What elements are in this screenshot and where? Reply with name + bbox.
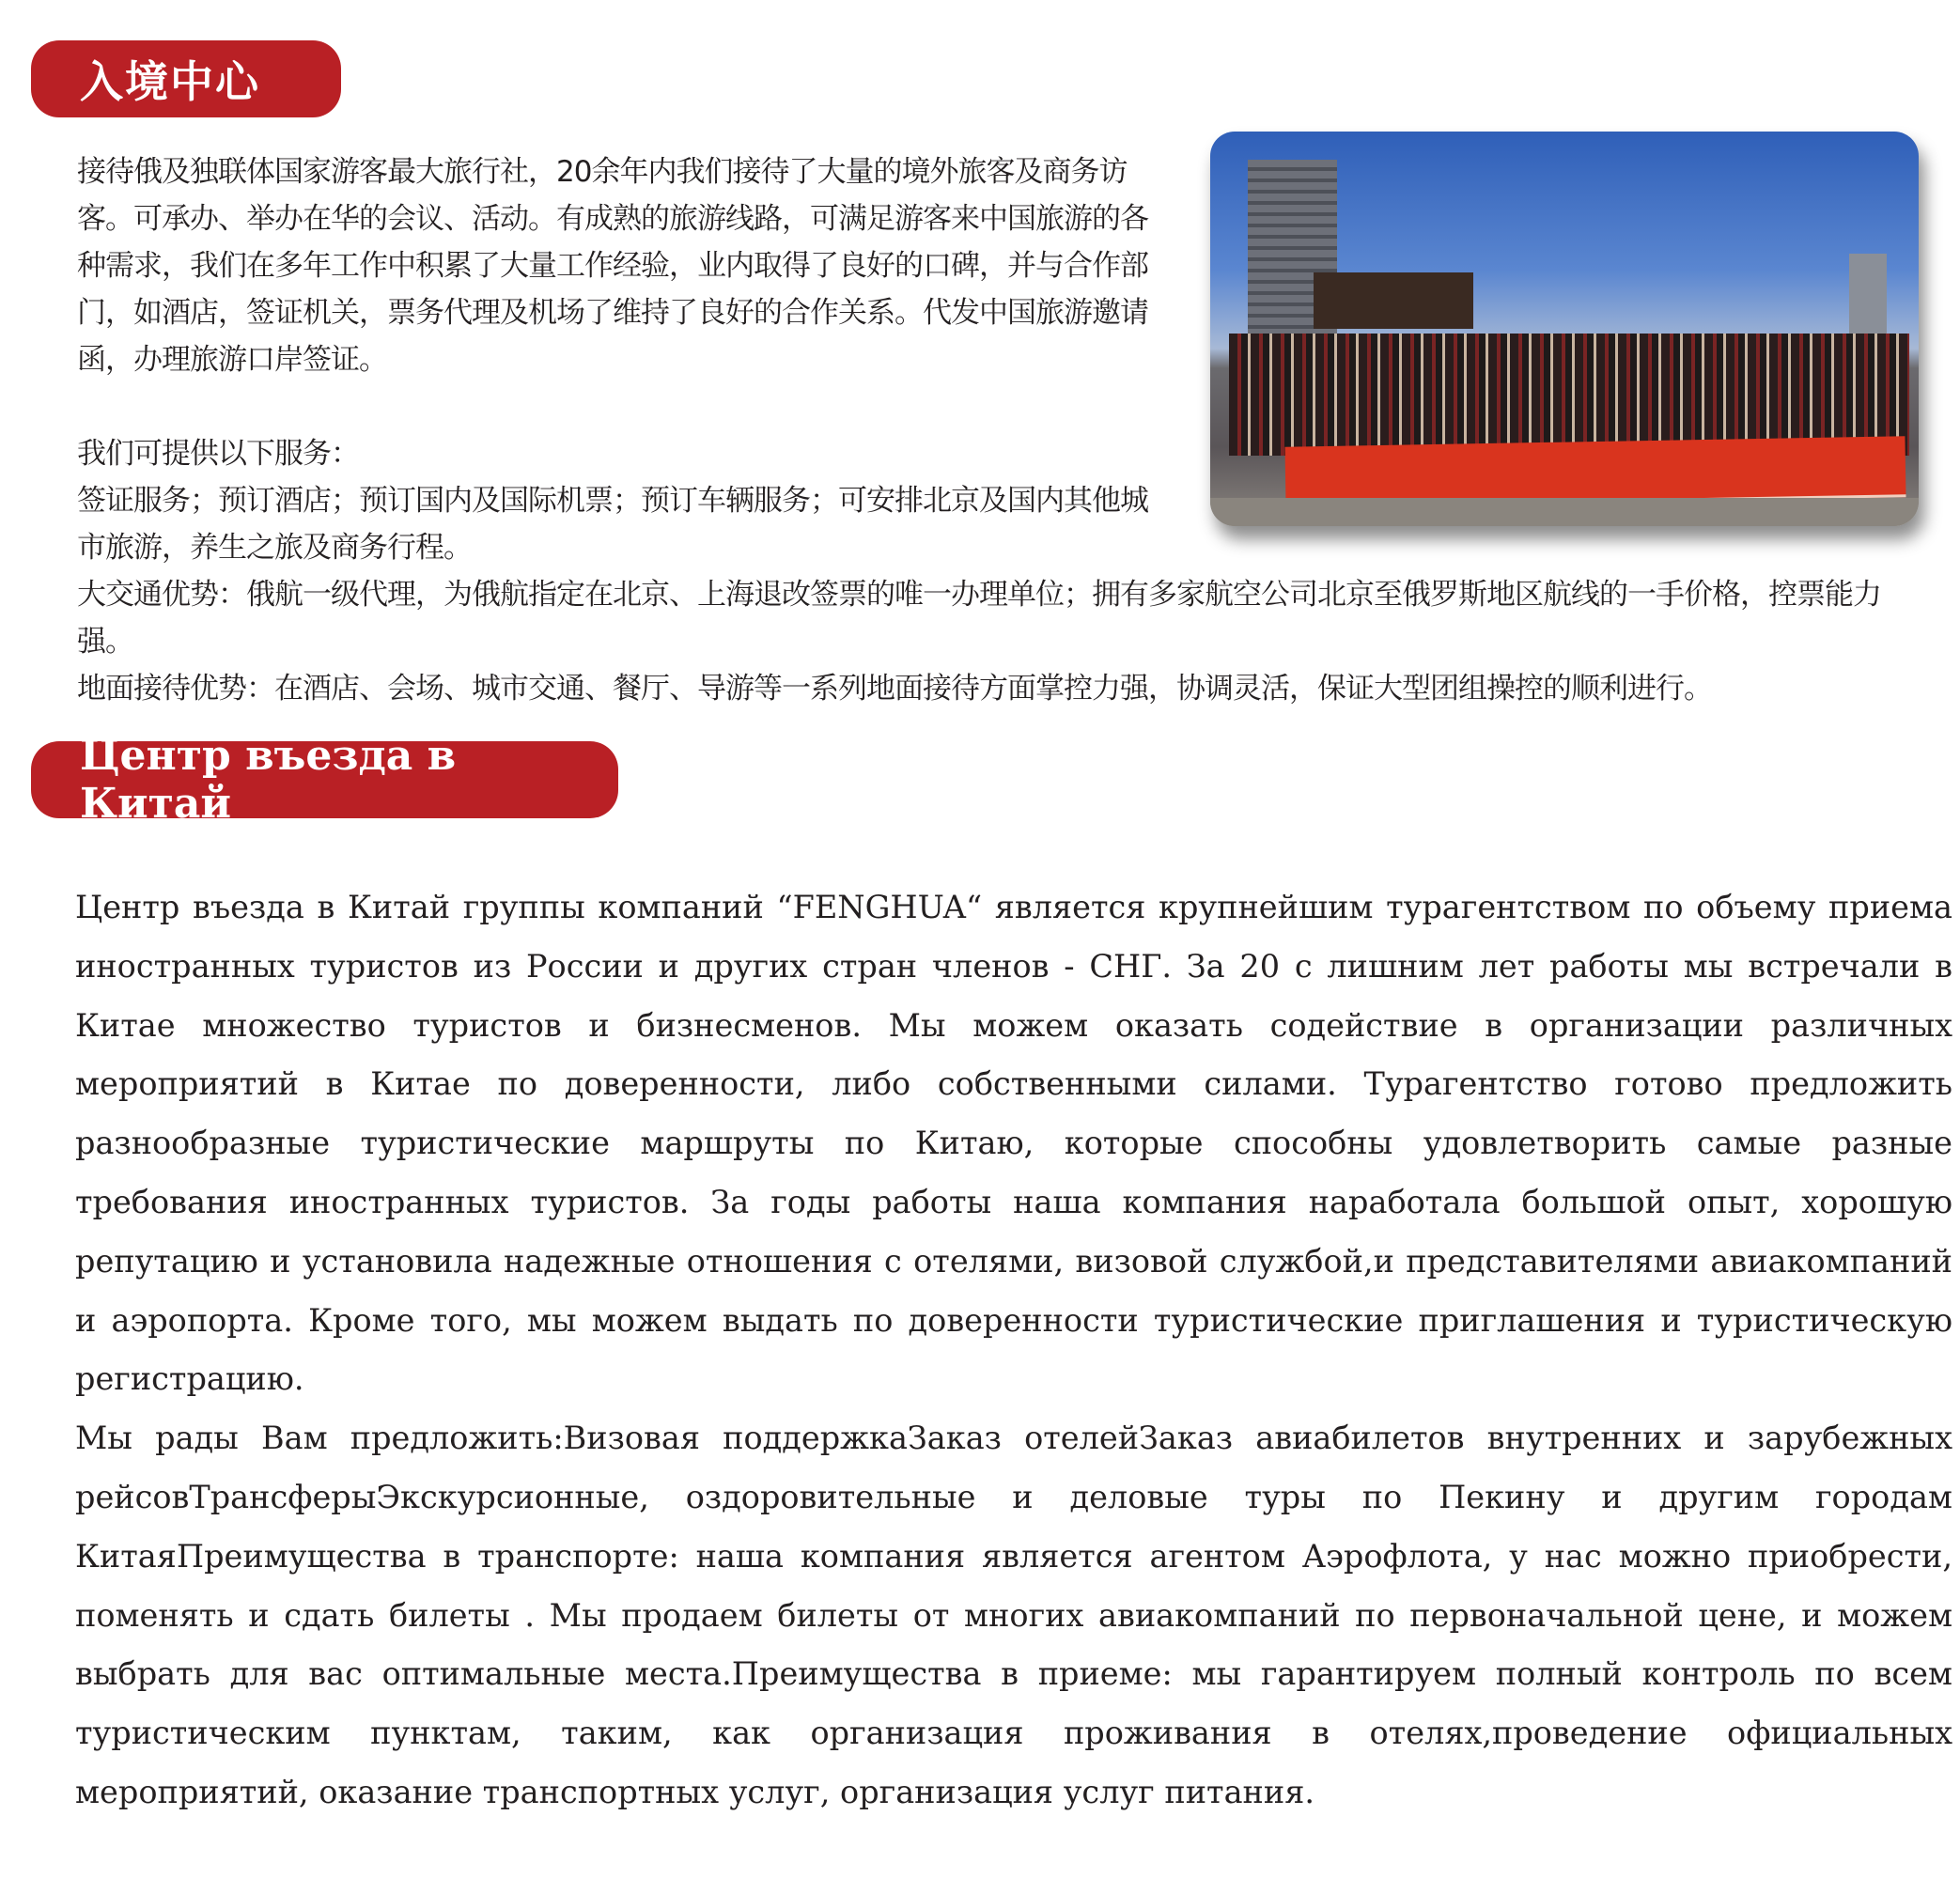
cn-services-block [77,430,1158,571]
cn-advantages-block [77,571,1928,712]
section-title-cn [31,40,341,117]
cn-transport-advantage: 大交通优势：俄航一级代理，为俄航指定在北京、上海退改签票的唯一办理单位；拥有多家航空公司北京至俄罗斯地区航线的一手价格，控票能力强。 [77,578,1881,659]
cn-intro-text [77,148,1158,383]
cn-ground-advantage: 地面接待优势：在酒店、会场、城市交通、餐厅、导游等一系列地面接待方面掌控力强，协调灵活，保证大型团组操控的顺利进行。 [77,672,1712,706]
cn-services-list: 签证服务；预订酒店；预订国内及国际机票；预订车辆服务；可安排北京及国内其他城市旅游，养生之旅及商务行程。 [77,484,1148,565]
ru-paragraph-2: Мы рады Вам предложить:Визовая поддержкаЗаказ отелейЗаказ авиабилетов внутренних и зарубежных рейсовТрансферыЭкскурсионные, оздоровительные и деловые туры по Пекину и другим городам КитаяПреимущества в транспорте: наша компания является агентом Аэрофлота, у нас можно приобрести, поменять и сдать билеты . Мы продаем билеты от многих авиакомпаний по первоначальной цене, и можем выбрать для вас оптимальные места.Преимущества в приеме: мы гарантируем полный контроль по всем туристическим пунктам, таким, как организация проживания в отелях,проведение официальных мероприятий, оказание транспортных услуг, организация услуг питания. [75,1420,1952,1810]
photo-ground [1210,498,1919,526]
ru-body-text [75,878,1952,1823]
section-title-ru [31,732,618,828]
photo-pavilion [1314,272,1473,329]
section-title-cn-text: 入境中心 [80,56,260,107]
cn-intro-paragraph: 接待俄及独联体国家游客最大旅行社，20余年内我们接待了大量的境外旅客及商务访客。可承办、举办在华的会议、活动。有成熟的旅游线路，可满足游客来中国旅游的各种需求，我们在多年工作中积累了大量工作经验，业内取得了良好的口碑，并与合作部门，如酒店，签证机关，票务代理及机场了维持了良好的合作关系。代发中国旅游邀请函，办理旅游口岸签证。 [77,155,1148,377]
section-title-ru-text: Центр въезда в Китай [80,732,457,828]
ru-paragraph-1: Центр въезда в Китай группы компаний “FENGHUA“ является крупнейшим турагентством по объему приема иностранных туристов из России и других стран членов - СНГ. За 20 с лишним лет работы мы встречали в Китае множество туристов и бизнесменов. Мы можем оказать содействие в организации различных мероприятий в Китае по доверенности, либо собственными силами. Турагентство готово предложить разнообразные туристические маршруты по Китаю, которые способны удовлетворить самые разные требования иностранных туристов. За годы работы наша компания наработала большой опыт, хорошую репутацию и установила надежные отношения с отелями, визовой службой,и представителями авиакомпаний и аэропорта. Кроме того, мы можем выдать по доверенности туристические приглашения и туристическую регистрацию. [75,889,1952,1398]
group-photo [1210,132,1919,526]
cn-services-heading: 我们可提供以下服务： [77,437,359,471]
